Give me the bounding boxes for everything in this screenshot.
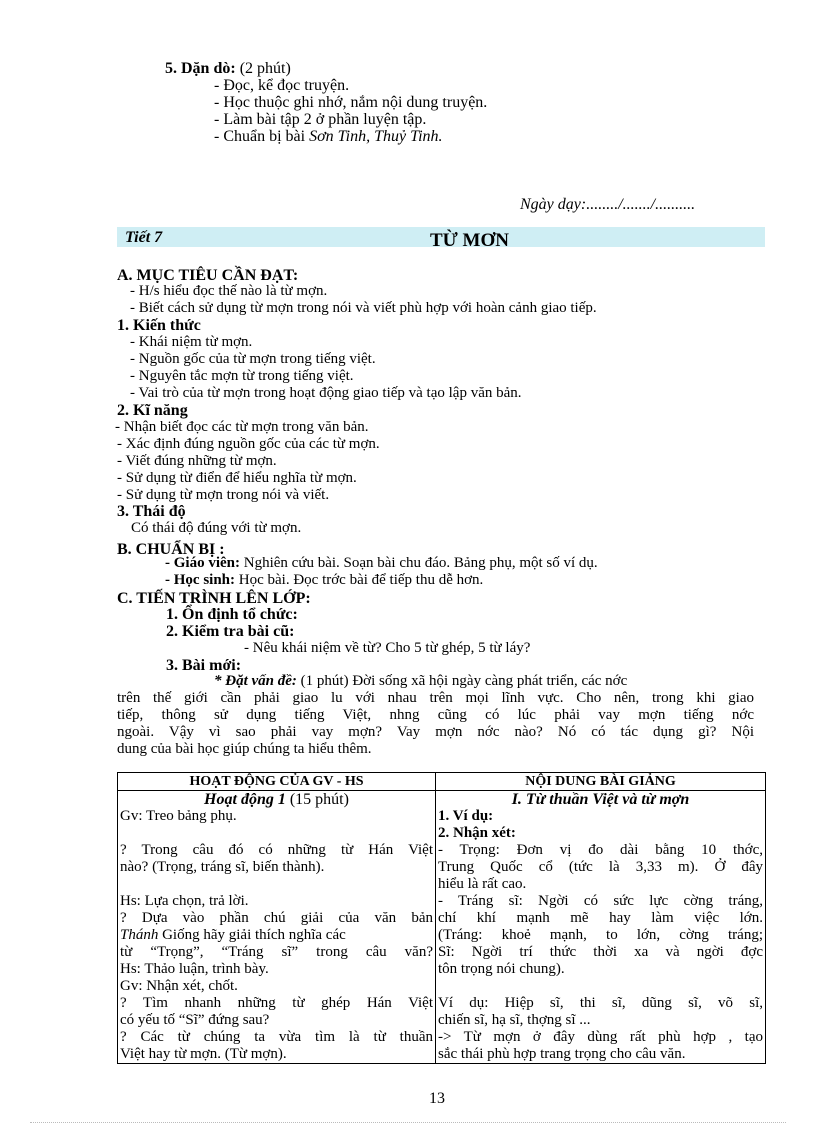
section-b-heading: B. CHUẨN BỊ : [117, 541, 225, 558]
student-label: - Học sinh: [165, 572, 236, 588]
activity-heading [120, 791, 433, 808]
dan-do-heading [165, 60, 291, 77]
section-c-heading: C. TIẾN TRÌNH LÊN LỚP: [117, 590, 311, 607]
student-text: Học bài. Đọc trớc bài để tiếp thu dễ hơn. [235, 572, 484, 588]
activity-cell [118, 791, 436, 1064]
header-left: HOẠT ĐỘNG CỦA GV - HS [189, 774, 364, 789]
table-line: Ví dụ: Hiệp sĩ, thi sĩ, dũng sĩ, võ sĩ, [438, 995, 763, 1011]
skill-item: - Sử dụng từ điển để hiểu nghĩa từ mợn. [117, 470, 357, 486]
dan-do-item: - Làm bài tập 2 ở phần luyện tập. [214, 111, 427, 128]
knowledge-item: - Nguồn gốc của từ mợn trong tiếng việt. [130, 351, 376, 367]
intro-label: * Đặt vấn đề: [214, 673, 297, 689]
step-1: 1. Ổn định tổ chức: [166, 606, 298, 623]
intro-line: trên thế giới cần phải giao lu với nhau trên mọi lĩnh vực. Cho nên, trong khi giao [117, 690, 754, 706]
remark-heading: 2. Nhận xét: [438, 825, 516, 841]
intro-first-text: (1 phút) Đời sống xã hội ngày càng phát triển, các nớc [296, 673, 628, 689]
table-line: chí khí mạnh mẽ hay làm việc lớn. [438, 910, 763, 926]
table-line: chiến sĩ, hạ sĩ, thợng sĩ ... [438, 1012, 591, 1028]
intro-line: ngoài. Vậy vì sao phải vay mợn? Vay mợn nớc nào? Nó có tác dụng gì? Nội [117, 724, 754, 740]
table-line: ? Trong câu đó có những từ Hán Việt [120, 842, 433, 858]
attitude-text: Có thái độ đúng với từ mợn. [131, 520, 302, 536]
goal-item: - Biết cách sử dụng từ mợn trong nói và viết phù hợp với hoàn cảnh giao tiếp. [130, 300, 597, 316]
italic-word: Thánh [120, 927, 159, 943]
example-heading: 1. Ví dụ: [438, 808, 494, 824]
activity-time: (15 phút) [285, 791, 349, 808]
skill-item: - Sử dụng từ mợn trong nói và viết. [117, 487, 330, 503]
step-2-question: - Nêu khái niệm về từ? Cho 5 từ ghép, 5 từ láy? [244, 640, 531, 656]
spacer [120, 876, 433, 893]
attitude-heading: 3. Thái độ [117, 503, 186, 520]
knowledge-heading: 1. Kiến thức [117, 317, 201, 334]
step-2: 2. Kiểm tra bài cũ: [166, 623, 295, 640]
content-cell [436, 791, 766, 1064]
table-line: Việt hay từ mợn. (Từ mợn). [120, 1046, 287, 1062]
table-line: nào? (Trọng, tráng sĩ, biến thành). [120, 859, 325, 875]
dan-do-time: (2 phút) [239, 60, 291, 77]
table-line [120, 927, 433, 944]
spacer [438, 978, 763, 995]
teacher-text: Nghiên cứu bài. Soạn bài chu đáo. Bảng phụ, một số ví dụ. [240, 555, 598, 571]
table-content-row [118, 791, 766, 1064]
table-line: Sĩ: Ngời trí thức thời xa và ngời đợc [438, 944, 763, 960]
dan-do-item: - Học thuộc ghi nhớ, nắm nội dung truyện. [214, 94, 488, 111]
teacher-label: - Giáo viên: [165, 555, 240, 571]
table-line: sắc thái phù hợp trang trọng cho câu văn. [438, 1046, 686, 1062]
page-number: 13 [429, 1090, 445, 1107]
spacer [120, 825, 433, 842]
header-right-cell [436, 773, 766, 791]
table-line: Hs: Lựa chọn, trả lời. [120, 893, 249, 909]
table-line: ? Các từ chúng ta vừa tìm là từ thuần [120, 1029, 433, 1045]
table-line: ? Tìm nhanh những từ ghép Hán Việt [120, 995, 433, 1011]
activity-title: Hoạt động 1 [204, 791, 286, 808]
lesson-table [117, 772, 766, 1064]
prep-prefix: - Chuẩn bị bài [214, 128, 310, 145]
lesson-title: TỪ MƠN [430, 230, 509, 251]
table-line: - Tráng sĩ: Ngời có sức lực cờng tráng, [438, 893, 763, 909]
table-line: hiểu là rất cao. [438, 876, 527, 892]
skill-item: - Viết đúng những từ mợn. [117, 453, 277, 469]
intro-line: dung của bài học giúp chúng ta hiểu thêm. [117, 741, 372, 757]
content-section-title: I. Từ thuần Việt và từ mợn [511, 791, 690, 808]
date-line: Ngày dạy:......../......./.......... [520, 196, 696, 213]
knowledge-item: - Nguyên tắc mợn từ trong tiếng việt. [130, 368, 354, 384]
table-line: Trung Quốc cổ (tức là 3,33 m). Ở đây [438, 859, 763, 875]
goal-item: - H/s hiểu đọc thế nào là từ mợn. [130, 283, 328, 299]
student-prep [165, 572, 483, 589]
table-line: ? Dựa vào phần chú giải của văn bản [120, 910, 433, 926]
teacher-prep [165, 555, 598, 572]
header-right: NỘI DUNG BÀI GIẢNG [525, 774, 676, 789]
step-3: 3. Bài mới: [166, 657, 242, 674]
intro-first-line [214, 673, 754, 690]
header-left-cell [118, 773, 436, 791]
table-line: Hs: Thảo luận, trình bày. [120, 961, 269, 977]
table-line: -> Từ mợn ở đây dùng rất phù hợp , tạo [438, 1029, 763, 1045]
skill-item: - Xác định đúng nguồn gốc của các từ mợn. [117, 436, 380, 452]
table-line: (Tráng: khoẻ mạnh, to lớn, cờng tráng; [438, 927, 763, 943]
table-line: Gv: Treo bảng phụ. [120, 808, 237, 824]
dan-do-item: - Đọc, kể đọc truyện. [214, 77, 350, 94]
skills-heading: 2. Kĩ năng [117, 402, 188, 419]
table-line: từ “Trọng”, “Tráng sĩ” trong câu văn? [120, 944, 433, 960]
table-line: - Trọng: Đơn vị đo dài bằng 10 thớc, [438, 842, 763, 858]
dan-do-label: 5. Dặn dò: [165, 60, 236, 77]
knowledge-item: - Khái niệm từ mợn. [130, 334, 253, 350]
table-header-row [118, 773, 766, 791]
table-line: tôn trọng nói chung). [438, 961, 565, 977]
dan-do-item [214, 128, 443, 145]
table-line: Gv: Nhận xét, chốt. [120, 978, 238, 994]
knowledge-item: - Vai trò của từ mợn trong hoạt động giao tiếp và tạo lập văn bản. [130, 385, 522, 401]
table-line-rest: Giống hãy giải thích nghĩa các [162, 927, 346, 943]
table-line: có yếu tố “Sĩ” đứng sau? [120, 1012, 270, 1028]
intro-line: tiếp, thông sử dụng tiếng Việt, nhng cũng có lúc phải vay mợn tiếng nớc [117, 707, 754, 723]
skill-item: - Nhận biết đọc các từ mợn trong văn bản. [115, 419, 369, 435]
prep-title: Sơn Tinh, Thuỷ Tinh. [309, 128, 443, 145]
lesson-period: Tiết 7 [125, 229, 163, 246]
section-a-heading: A. MỤC TIÊU CẦN ĐẠT: [117, 267, 299, 284]
